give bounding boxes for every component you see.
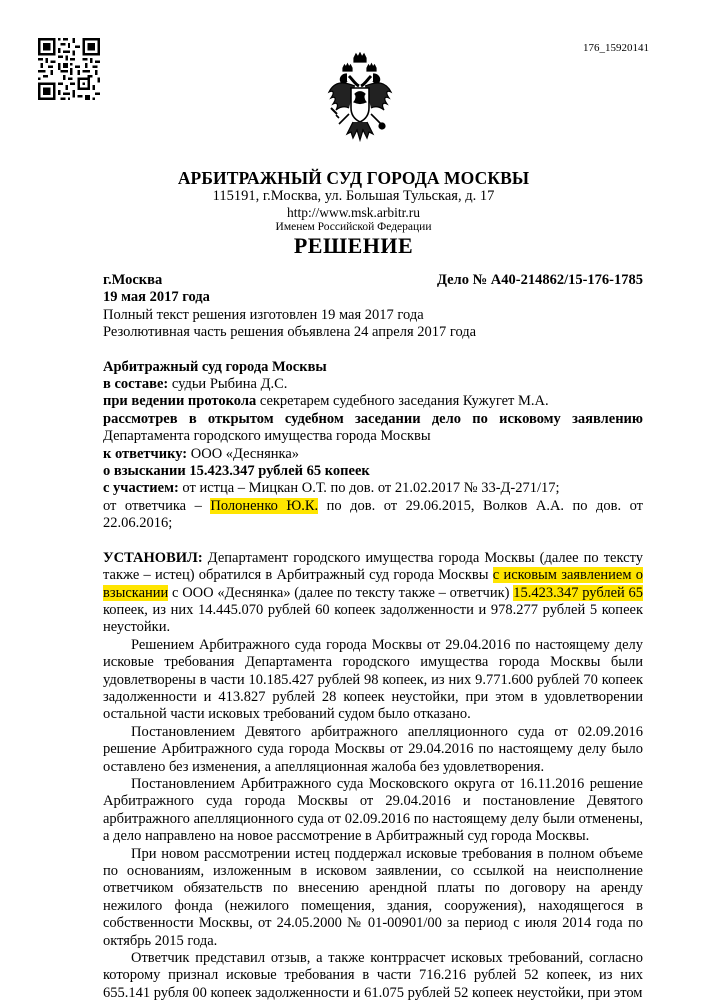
paragraph-new-review: При новом рассмотрении истец поддержал исковые требования в полном объеме по основаниям, изложенным в исковом заявлении, со ссылкой на неисполнение ответчиком обязательств по внесению арендной платы по договору на аренду нежилого фонда (нежилого помещения, здания, сооружения), находящегося в собственности Москвы, от 24.05.2000 № 01-00901/00 за период с июля 2014 года по октябрь 2015 года. [103,845,643,949]
federation-caption: Именем Российской Федерации [275,221,432,233]
city-case-row [103,272,643,289]
established-label: УСТАНОВИЛ: [103,549,203,566]
case-number: Дело № А40-214862/15-176-1785 [436,272,643,288]
claim-line: о взыскании 15.423.347 рублей 65 копеек [103,463,370,480]
qr-code [38,38,100,100]
participation-label: с участием: [103,480,179,497]
paragraph-cassation: Постановлением Арбитражного суда Московского округа от 16.11.2016 решение Арбитражного суда города Москвы от 29.04.2016 и постановление Девятого арбитражного апелляционного суда от 02.09.2016 по настоящему делу были отменены, а дело направлено на новое рассмотрение в Арбитражный суд города Москвы. [103,775,643,845]
city: г.Москва [103,272,163,288]
defendant-value: ООО «Деснянка» [187,445,300,462]
court-title: АРБИТРАЖНЫЙ СУД ГОРОДА МОСКВЫ [177,168,530,188]
paragraph-defendant-response: Ответчик представил отзыв, а также контррасчет исковых требований, согласно которому признал исковые требования в части 716.216 рублей 52 копеек, из них 655.141 рубля 00 копеек задолженности и 61.075 рублей 52 копеек неустойки, при этом [103,950,643,1001]
defendant-line [103,446,643,463]
protocol-line [103,393,643,410]
judge-label: в составе: [103,376,169,393]
plaintiff-name: Департамента городского имущества города Москвы [103,428,431,445]
coat-of-arms-emblem [327,52,393,150]
full-text-note: Полный текст решения изготовлен 19 мая 2017 года [103,306,424,323]
highlight-claim-phrase: с исковым заявлением о взыскании [103,567,644,601]
paragraph-appeal: Постановлением Девятого арбитражного апелляционного суда от 02.09.2016 решение Арбитражного суда города Москвы от 29.04.2016 по настоящему делу было оставлено без изменения, а апелляционная жалоба без удовлетворения. [103,723,643,775]
protocol-label: при ведении протокола [103,393,257,410]
participation-defendant-line: от ответчика – Полоненко Ю.К. по дов. от 29.06.2015, Волков А.А. по дов. от 22.06.2016; [103,497,643,532]
participation-line [103,480,643,497]
judge-value: судьи Рыбина Д.С. [168,376,288,393]
paragraph-first-decision: Решением Арбитражного суда города Москвы от 29.04.2016 по настоящему делу исковые требования Департамента городского имущества города Москвы были удовлетворены в части 10.185.427 рублей 98 копеек, из них 9.771.600 рублей 70 копеек задолженности и 413.827 рублей 28 копеек неустойки, при этом в удовлетворении остальной части исковых требований судом было отказано. [103,636,643,723]
highlight-representative: Полоненко Ю.К. [210,497,319,514]
court-address: 115191, г.Москва, ул. Большая Тульская, д. 17 [212,188,495,204]
document-body [103,272,643,1002]
defendant-label: к ответчику: [103,445,188,462]
decision-title: РЕШЕНИЕ [293,233,414,258]
court-url-link[interactable]: http://www.msk.arbitr.ru [287,205,420,220]
document-id: 176_15920141 [583,42,649,54]
court-name: Арбитражный суд города Москвы [103,358,327,375]
resolution-note: Резолютивная часть решения объявлена 24 апреля 2017 года [103,324,477,341]
case-consideration-line: рассмотрев в открытом судебном заседании дело по исковому заявлению [103,410,643,427]
judge-line [103,376,643,393]
decision-date: 19 мая 2017 года [103,289,210,306]
highlight-claim-amount: 15.423.347 рублей 65 [513,584,643,601]
participation-plaintiff: от истца – Мицкан О.Т. по дов. от 21.02.2017 № 33-Д-271/17; [178,480,560,497]
established-paragraph: УСТАНОВИЛ: Департамент городского имущества города Москвы (далее по тексту также – истец) обратился в Арбитражный суд города Москвы с исковым заявлением о взыскании с ООО «Деснянка» (далее по тексту также – ответчик) 15.423.347 рублей 65 копеек, из них 14.445.070 рублей 60 копеек задолженности и 978.277 рублей 5 копеек неустойки. [103,549,644,636]
protocol-value: секретарем судебного заседания Кужугет М.А. [256,393,549,410]
